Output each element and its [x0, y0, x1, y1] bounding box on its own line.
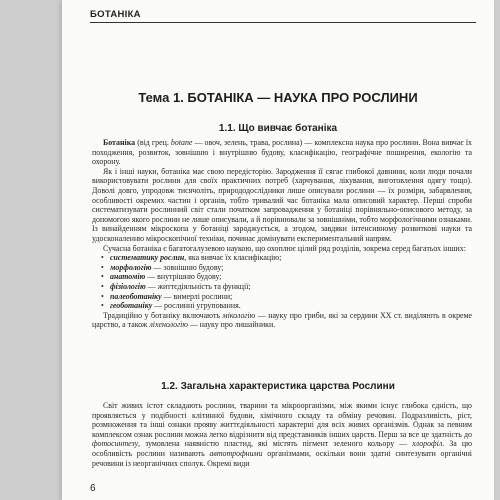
page-number: 6 — [90, 483, 96, 494]
bullet-icon: • — [101, 253, 104, 263]
paragraph: Ботаніка (від грец. botane — овоч, зелень, трава, рослина) — комплексна наука про рослини. Вона вивчає їх походження, розвиток, зовнішню і внутрішню будову, класифікацію, географічне поширення, екологію та охорону. — [92, 138, 472, 167]
bullet-icon: • — [101, 262, 104, 272]
term: морфологію — [110, 262, 152, 272]
term: автотрофними — [209, 448, 263, 458]
bullet-icon: • — [101, 291, 104, 301]
term: анатомію — [110, 272, 146, 282]
list-item: • геоботаніку — рослинні угруповання. — [101, 301, 241, 311]
paragraph: Сучасна ботаніка є багатогалузевою наукою, що охоплює цілий ряд розділів, зокрема серед багатьох інших: — [103, 243, 466, 253]
paragraph: Світ живих істот складають рослини, тварини та мікроорганізми, між якими існує глибока єдність, що проявляється у подібності клітинної будови, хімічного складу та обміну речовин. Подразливість, ріст, розмноження та інші ознаки прояву життєдіяльності характерні для всіх живих організмів. Однак за певним комплексом ознак рослини можна легко відрізнити від представників інших царств. Перш за все це здатність до фотосинтезу, зумовлена наявністю пластид, які містять пігмент зеленого кольору — хлорофіл. За цю особливість рослини називають автотрофними організмами, оскільки вони здатні синтезувати органічні речовини із неорганічних сполук. Окремі види — [92, 401, 472, 468]
running-header — [90, 6, 476, 23]
branches-list — [92, 253, 472, 311]
section-heading-1-2: 1.2. Загальна характеристика царства Рослини — [161, 381, 395, 392]
book-page — [62, 0, 494, 500]
list-item: • систематику рослин, яка вивчає їх класифікацію; — [101, 253, 282, 263]
term: botane — [170, 138, 193, 147]
bullet-icon: • — [101, 281, 104, 291]
term: систематику рослин — [110, 253, 185, 263]
term: хлорофіл — [412, 439, 443, 449]
term: фізіологію — [110, 281, 146, 291]
list-item: • анатомію — внутрішню будову; — [101, 272, 222, 282]
running-header-label: БОТАНІКА — [90, 9, 141, 20]
list-item: • морфологію — зовнішню будову; — [101, 262, 224, 272]
bullet-icon: • — [101, 301, 104, 311]
paragraph: Традиційно у ботаніку включають мікологію — науку про гриби, які за сердини XX ст. виділяють в окреме царство, а також ліхенологію — науку про лишайники. — [92, 310, 473, 330]
bullet-icon: • — [101, 272, 104, 282]
section-heading-1-1: 1.1. Що вивчає ботаніка — [218, 123, 338, 134]
term: геоботаніку — [110, 301, 153, 311]
term: Ботаніка — [103, 138, 136, 147]
term: ліхенологію — [149, 320, 188, 330]
theme-title: Тема 1. БОТАНІКА — НАУКА ПРО РОСЛИНИ — [138, 90, 418, 105]
section-1-1-body — [92, 138, 472, 330]
paragraph: Як і інші науки, ботаніка має свою передісторію. Зародження її сягає глибокої давнини, коли люди почали використовувати рослини для своїх практичних потреб (харчування, лікування, виготовлення одягу тощо). Доволі довго, упродовж тисячоліть, природодослідники лише описували рослини — їх розміри, забарвлення, особливості окремих частин і органів, тобто тривалий час ботаніка мала описовий характер. Перші спроби систематизувати рослинний світ стали початком запровадження у ботаніці порівняльно-описового методу, за допомогою якого рослини не лише описували, а й порівнювали за зовнішніми, тобто морфологічними ознаками. Із винайденням мікроскопа у ботаніці зароджується, а згодом, завдяки інтенсивному розвиткові науки та удосконаленню мікроскопічної техніки, починає домінувати експериментальний напрям. — [92, 166, 472, 243]
list-item: • палеоботаніку — вимерлі рослини; — [101, 291, 233, 301]
term: палеоботаніку — [110, 291, 162, 301]
term: мікологію — [222, 310, 256, 320]
term: фотосинтезу — [92, 439, 139, 449]
section-1-2-body — [92, 401, 472, 468]
list-item: • фізіологію — життєдіяльність та функції; — [101, 281, 251, 291]
